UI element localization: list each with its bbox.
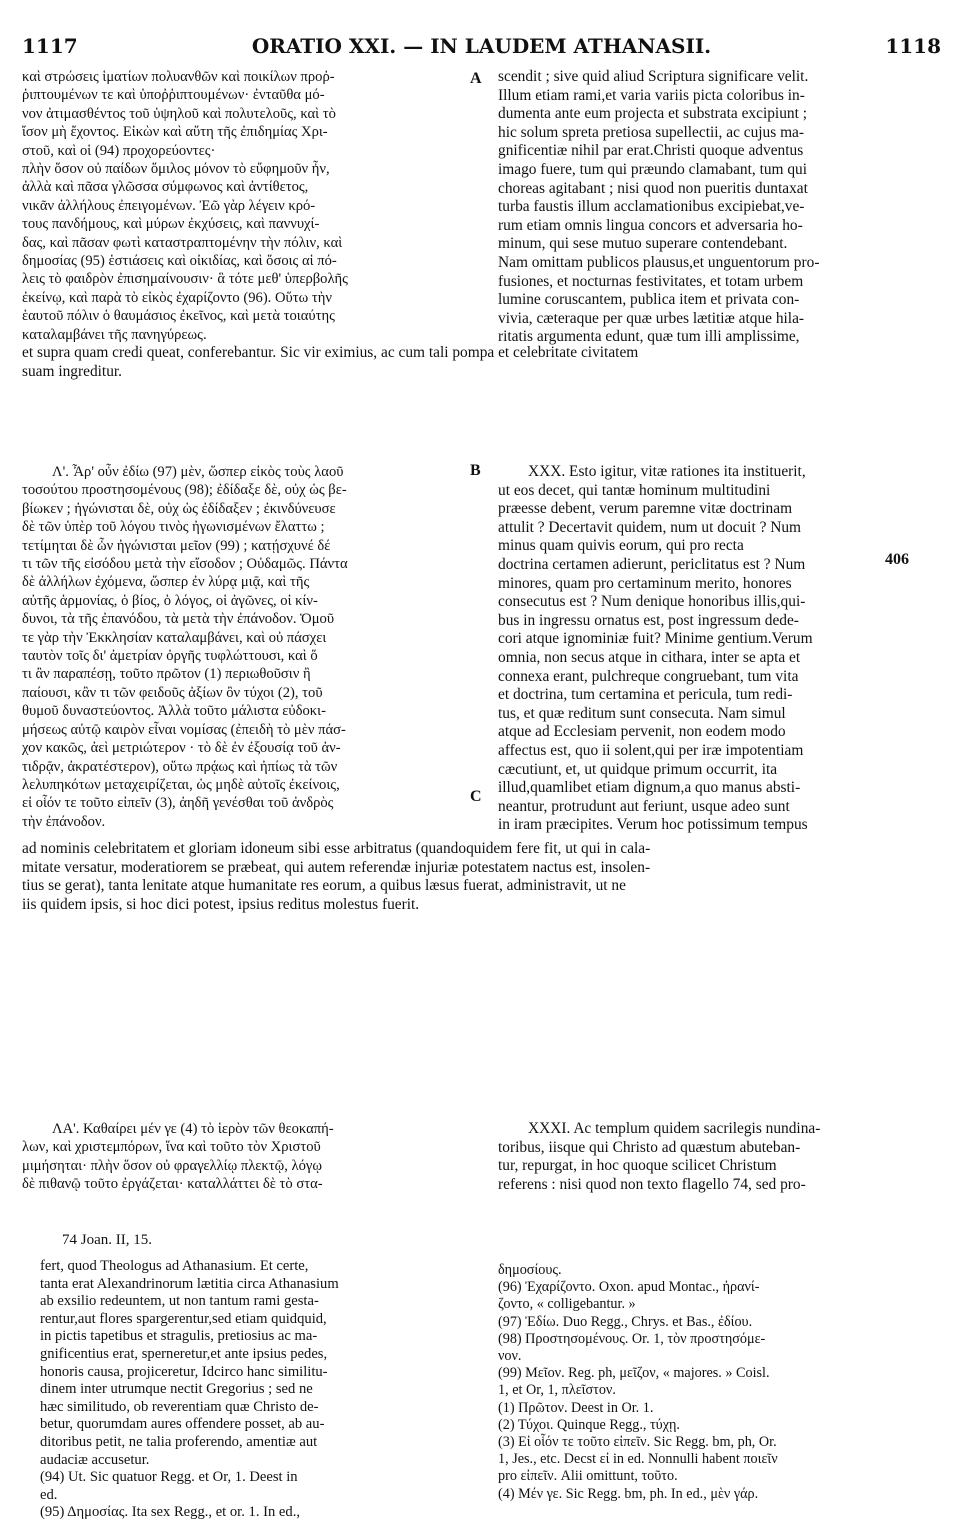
latin-text-line: omnia, non secus atque in cithara, inter se apta et xyxy=(498,648,801,666)
greek-text-line: ἐκείνῳ, καὶ παρὰ τὸ εἰκὸς ἐχαρίζοντο (96). Οὕτω τὴν xyxy=(22,289,332,306)
greek-column-a xyxy=(22,68,462,344)
latin-column-c xyxy=(498,1120,943,1194)
note-line: 1, Jes., etc. Decst εἰ in ed. Nonnulli habent ποιεῖν xyxy=(498,1451,778,1468)
note-line: δημοσίους. xyxy=(498,1262,562,1278)
greek-text-line: τε γὰρ τὴν Ἐκκλησίαν καταλαμβάνει, καὶ οὐ πάσχει xyxy=(22,629,327,646)
greek-text-line: βίωκεν ; ἠγώνισται δὲ, οὐχ ὡς ἐδίδαξεν ; ἐκινδύνευσε xyxy=(22,500,336,517)
note-line: ab exsilio redeuntem, ut non tantum rami gesta- xyxy=(40,1293,319,1310)
greek-text-line: τοσούτου προστησομένους (98); ἐδίδαξε δὲ, οὐχ ὡς βε- xyxy=(22,482,347,499)
page-marker-406: 406 xyxy=(885,551,909,568)
latin-text-line: choreas agitabant ; nisi quod non pueritis duntaxat xyxy=(498,179,808,197)
notes-right-column xyxy=(498,1262,938,1503)
note-line: (99) Μεῖον. Reg. ph, μεῖζον, « majores. » Coisl. xyxy=(498,1365,770,1382)
note-line: in pictis tapetibus et stragulis, pretiosius ac ma- xyxy=(40,1328,318,1345)
greek-text-line: δας, καὶ πᾶσαν φωτὶ καταστραπτομένην τὴν πόλιν, καὶ xyxy=(22,234,343,251)
latin-text-line: rum etiam omnis lingua concors et adversaria ho- xyxy=(498,216,803,234)
greek-text-line: λελυπηκότων μεταχειρίζεται, ὡς μηδὲ αὐτοῖς ἐκείνοις, xyxy=(22,776,340,793)
latin-text-line: tius se gerat), tanta lenitate atque humanitate res eorum, a quibus læsus fuerat, administravit, ut ne xyxy=(22,877,626,895)
greek-text-line: τὴν ἐπάνοδον. xyxy=(22,813,106,830)
latin-text-line: attulit ? Decertavit quidem, num ut docuit ? Num xyxy=(498,518,802,536)
greek-text-line: δημοσίας (95) ἑστιάσεις καὶ οἰκιδίας, καὶ ὅσοις αἱ πό- xyxy=(22,253,337,270)
note-line: honoris causa, projiceretur, Idcirco hanc similitu- xyxy=(40,1363,328,1380)
greek-text-line: ἴσον μὴ ἔχοντος. Εἰκὼν καὶ αὕτη τῆς ἐπιδημίας Χρι- xyxy=(22,124,328,141)
latin-text-line: doctrina certamen adierunt, periclitatus est ? Num xyxy=(498,555,806,573)
greek-text-line: πλὴν ὅσον οὐ παίδων ὅμιλος μόνον τὸ εὔφημοῦν ἦν, xyxy=(22,161,330,178)
latin-text-line: mitate versatur, moderatiorem se præbeat, qui autem referendæ injuriæ potestatem nactus est, insolen- xyxy=(22,858,651,876)
note-line: pro εἰπεῖν. Alii omittunt, τοῦτο. xyxy=(498,1468,678,1485)
latin-text-line: et supra quam credi queat, conferebantur. Sic vir eximius, ac cum tali pompa et celebritate civitatem xyxy=(22,344,639,361)
page-number-left: 1117 xyxy=(22,34,78,58)
latin-text-line: XXX. Esto igitur, vitæ rationes ita instituerit, xyxy=(528,463,806,480)
full-width-latin-a xyxy=(22,344,941,381)
greek-text-line: δυνοι, τὰ τῆς ἐπανόδου, τὰ μετὰ τὴν ἐπάνοδον. Ὁμοῦ xyxy=(22,611,335,628)
latin-text-line: atque ad Ecclesiam pervenit, non eodem modo xyxy=(498,723,786,741)
footnote-74: 74 Joan. II, 15. xyxy=(62,1232,152,1248)
latin-text-line: iis quidem ipsis, si hoc dici potest, ipsius reditus molestus fuerit. xyxy=(22,895,420,913)
note-line: (94) Ut. Sic quatuor Regg. et Or, 1. Deest in xyxy=(40,1469,298,1486)
margin-marker-b: B xyxy=(470,462,481,479)
latin-text-line: toribus, iisque qui Christo ad quæstum abuteban- xyxy=(498,1138,801,1156)
margin-marker-a: A xyxy=(470,70,482,87)
greek-text-line: ῥιπτουμένων τε καὶ ὑποῤῥιπτουμένων· ἐνταῦθα μό- xyxy=(22,87,325,104)
greek-text-line: ἑαυτοῦ πόλιν ὁ θαυμάσιος ἐκεῖνος, καὶ μετὰ τοιαύτης xyxy=(22,308,335,325)
latin-text-line: ut eos decet, qui tantæ hominum multitudini xyxy=(498,481,771,499)
note-line: (1) Πρῶτον. Deest in Or. 1. xyxy=(498,1399,654,1416)
greek-text-line: καταλαμβάνει τῆς πανηγύρεως. xyxy=(22,326,207,343)
greek-text-line: μιμήσηται· πλὴν ὅσον οὐ φραγελλίῳ πλεκτῷ, λόγῳ xyxy=(22,1157,322,1174)
latin-text-line: dumenta ante eum projecta et substrata excipiunt ; xyxy=(498,105,807,123)
latin-text-line: hic solum spreta pretiosa supellectii, ac cujus ma- xyxy=(498,123,805,141)
latin-text-line: fusiones, et nocturnas festivitates, et totam urbem xyxy=(498,272,804,290)
notes-left-column xyxy=(40,1258,470,1522)
page-number-right: 1118 xyxy=(885,34,941,58)
latin-text-line: consecutus est ? Num denique honoribus illis,qui- xyxy=(498,593,806,611)
greek-text-line: θυμοῦ δυναστεύοντος. Ἀλλὰ τοῦτο μάλιστα εὐδοκι- xyxy=(22,703,326,720)
greek-text-line: νον ἀτιμασθέντος τοῦ ὑψηλοῦ καὶ πολυτελοῦς, καὶ τὸ xyxy=(22,105,336,122)
note-line: (2) Τύχοι. Quinque Regg., τύχῃ. xyxy=(498,1416,680,1433)
note-line: tanta erat Alexandrinorum lætitia circa Athanasium xyxy=(40,1275,339,1292)
greek-text-line: τετίμηται δὲ ὧν ἠγώνισται μεῖον (99) ; κατῄσχυνέ δέ xyxy=(22,537,331,554)
note-line: gnificentius erat, sperneretur,et ante ipsius pedes, xyxy=(40,1345,328,1362)
greek-text-line: δὲ τῶν ὑπὲρ τοῦ λόγου τινὸς ἠγωνισμένων ἔλαττω ; xyxy=(22,519,325,536)
latin-text-line: neantur, protrudunt aut feriunt, usque adeo sunt xyxy=(498,797,790,815)
latin-text-line: in iram præcipites. Verum hoc potissimum tempus xyxy=(498,816,808,834)
latin-text-line: XXXI. Ac templum quidem sacrilegis nundina- xyxy=(528,1120,821,1137)
note-line: hæc similitudo, ob reverentiam quæ Christo de- xyxy=(40,1398,319,1415)
latin-text-line: Illum etiam rami,et varia variis picta coloribus in- xyxy=(498,86,805,104)
greek-text-line: λεις τὸ φαιδρὸν ἐπισημαίνουσιν· ἃ τότε μεθ' ὑπερβολῆς xyxy=(22,271,348,288)
latin-text-line: turba faustis illum acclamationibus excipiebat,ve- xyxy=(498,198,805,216)
latin-text-line: præesse debent, verum paremne vitæ doctrinam xyxy=(498,500,793,518)
full-width-latin-b xyxy=(22,840,941,914)
note-line: ditoribus petit, ne talia proferendo, amentiæ aut xyxy=(40,1433,318,1450)
latin-text-line: tus, et quæ reditum sunt consecuta. Nam simul xyxy=(498,704,786,722)
latin-text-line: lumine coruscantem, publica item et privata con- xyxy=(498,291,800,309)
greek-text-line: ΛΑ'. Καθαίρει μέν γε (4) τὸ ἱερὸν τῶν θεοκαπή- xyxy=(52,1121,334,1137)
note-line: ζοντο, « colligebantur. » xyxy=(498,1296,636,1313)
latin-text-line: ritatis argumenta edunt, quæ tum illi amplissime, xyxy=(498,328,800,346)
latin-text-line: scendit ; sive quid aliud Scriptura significare velit. xyxy=(498,68,809,85)
running-title: ORATIO XXI. — IN LAUDEM ATHANASII. xyxy=(251,34,712,58)
greek-text-line: τιδρᾷν, ἀκρατέστερον), οὕτω πρᾴως καὶ ἠπίως τὰ τῶν xyxy=(22,758,338,775)
greek-text-line: δὲ ἀλλήλων ἐχόμενα, ὥσπερ ἐν λύρᾳ μιᾷ, καὶ τῆς xyxy=(22,574,310,591)
note-line: rentur,aut flores spargerentur,sed etiam quidquid, xyxy=(40,1310,327,1327)
latin-text-line: bus in ingressu ornatus est, post ingressum dede- xyxy=(498,611,799,629)
latin-text-line: minus quam quivis eorum, qui pro recta xyxy=(498,537,744,555)
greek-text-line: ἀλλὰ καὶ πᾶσα γλῶσσα σύμφωνος καὶ ἀντίθετος, xyxy=(22,179,309,196)
running-header xyxy=(22,34,941,60)
latin-text-line: ad nominis celebritatem et gloriam idoneum sibi esse arbitratus (quandoquidem fere fit, ut qui in cala- xyxy=(22,840,651,857)
latin-text-line: illud,quamlibet etiam dignum,a quo manus absti- xyxy=(498,779,801,797)
greek-text-line: χον κακῶς, ἀεὶ μετριώτερον · τὸ δὲ ἐν ἐξουσίᾳ τοῦ ἀν- xyxy=(22,740,341,757)
greek-text-line: παίουσι, κἂν τι τῶν φειδοῦς ἀξίων ὂν τύχοι (2), τοῦ xyxy=(22,684,323,701)
greek-text-line: λων, καὶ χριστεμπόρων, ἵνα καὶ τοῦτο τὸν Χριστοῦ xyxy=(22,1139,321,1156)
greek-text-line: τι ἂν παραπέσῃ, τοῦτο πρῶτον (1) περιωθοῦσιν ἢ xyxy=(22,666,311,683)
note-line: (4) Μέν γε. Sic Regg. bm, ph. In ed., μὲν γάρ. xyxy=(498,1485,759,1502)
greek-text-line: μήσεως αὐτῷ καιρὸν εἶναι νομίσας (ἐπειδὴ τὸ μὲν πάσ- xyxy=(22,721,346,738)
latin-text-line: Nam omittam publicos plausus,et unguentorum pro- xyxy=(498,253,820,271)
latin-text-line: referens : nisi quod non texto flagello 74, sed pro- xyxy=(498,1175,806,1193)
greek-text-line: τους πανδήμους, καὶ μύρων ἐκχύσεις, καὶ παννυχί- xyxy=(22,216,320,233)
note-line: 1, et Or, 1, πλεῖστον. xyxy=(498,1382,616,1399)
note-line: (98) Προστησομένους. Or. 1, τὸν προστησόμε- xyxy=(498,1330,766,1347)
latin-text-line: et doctrina, tum certamina et pericula, tum redi- xyxy=(498,686,793,704)
greek-text-line: αὐτῆς ἁρμονίας, ὁ βίος, ὁ λόγος, οἱ ἀγῶνες, οἱ κίν- xyxy=(22,592,318,609)
note-line: (3) Εἰ οἷόν τε τοῦτο εἰπεῖν. Sic Regg. bm, ph, Or. xyxy=(498,1434,777,1451)
greek-text-line: εἰ οἷόν τε τοῦτο εἰπεῖν (3), ἀηδῆ γενέσθαι τοῦ ἀνδρὸς xyxy=(22,795,334,812)
latin-text-line: tur, repurgat, in hoc quoque scilicet Christum xyxy=(498,1157,777,1175)
latin-text-line: imago fuere, tum qui præundo clamabant, tum qui xyxy=(498,160,808,178)
latin-column-a xyxy=(498,68,943,347)
latin-text-line: gnificentiæ nihil par erat.Christi quoque adventus xyxy=(498,142,804,160)
greek-text-line: ταυτὸν τοῖς δι' ἀμετρίαν ὀργῆς τυφλώττουσι, καὶ ὅ xyxy=(22,648,318,665)
latin-text-line: minum, qui sese mutuo superare contendebant. xyxy=(498,235,788,253)
greek-text-line: δὲ πιθανῷ τοῦτο ἐργάζεται· καταλλάττει δὲ τὸ στα- xyxy=(22,1176,323,1193)
greek-text-line: στοῦ, καὶ οἱ (94) προχορεύοντες· xyxy=(22,142,216,159)
greek-column-c xyxy=(22,1120,462,1194)
latin-text-line: affectus est, quo ii solent,qui per iræ impotentiam xyxy=(498,741,804,759)
note-line: (97) Ἐδίω. Duo Regg., Chrys. et Bas., ἐδίου. xyxy=(498,1313,753,1330)
note-line: dinem inter utrumque nectit Gregorius ; sed ne xyxy=(40,1381,313,1398)
greek-text-line: Λ'. Ἆρ' οὖν ἐδίω (97) μὲν, ὥσπερ εἰκὸς τοὺς λαοῦ xyxy=(52,464,344,480)
greek-text-line: καὶ στρώσεις ἱματίων πολυανθῶν καὶ ποικίλων προῤ- xyxy=(22,69,335,85)
latin-text-line: minores, quam pro certaminum merito, honores xyxy=(498,574,792,592)
note-line: audaciæ accusetur. xyxy=(40,1451,150,1468)
note-line: ed. xyxy=(40,1486,58,1503)
greek-text-line: νικᾶν ἀλλήλους ἐπειγομένων. Ἐῶ γὰρ λέγειν κρό- xyxy=(22,197,316,214)
latin-text-line: vivia, cæteraque per quæ urbes lætitiæ atque hila- xyxy=(498,309,805,327)
note-line: betur, quorumdam aures offendere posset, ab au- xyxy=(40,1416,325,1433)
note-line: (96) Ἐχαρίζοντο. Oxon. apud Montac., ἠρανί- xyxy=(498,1279,760,1296)
greek-text-line: τι τῶν τῆς εἰσόδου μετὰ τὴν εἴσοδον ; Οὐδαμῶς. Πάντα xyxy=(22,556,348,573)
margin-marker-c: C xyxy=(470,788,482,805)
greek-column-b xyxy=(22,463,462,831)
note-line: fert, quod Theologus ad Athanasium. Et certe, xyxy=(40,1258,309,1274)
latin-text-line: connexa erant, pulchreque congruebant, tum vita xyxy=(498,667,799,685)
latin-text-line: cori atque ignominiæ fuit? Minime gentium.Verum xyxy=(498,630,813,648)
latin-text-line: suam ingreditur. xyxy=(22,362,123,380)
note-line: νον. xyxy=(498,1348,522,1365)
latin-column-b xyxy=(498,463,943,835)
latin-text-line: cæcutiunt, et, ut quidque primum occurrit, ita xyxy=(498,760,778,778)
note-line: (95) Δημοσίας. Ita sex Regg., et or. 1. In ed., xyxy=(40,1504,301,1521)
